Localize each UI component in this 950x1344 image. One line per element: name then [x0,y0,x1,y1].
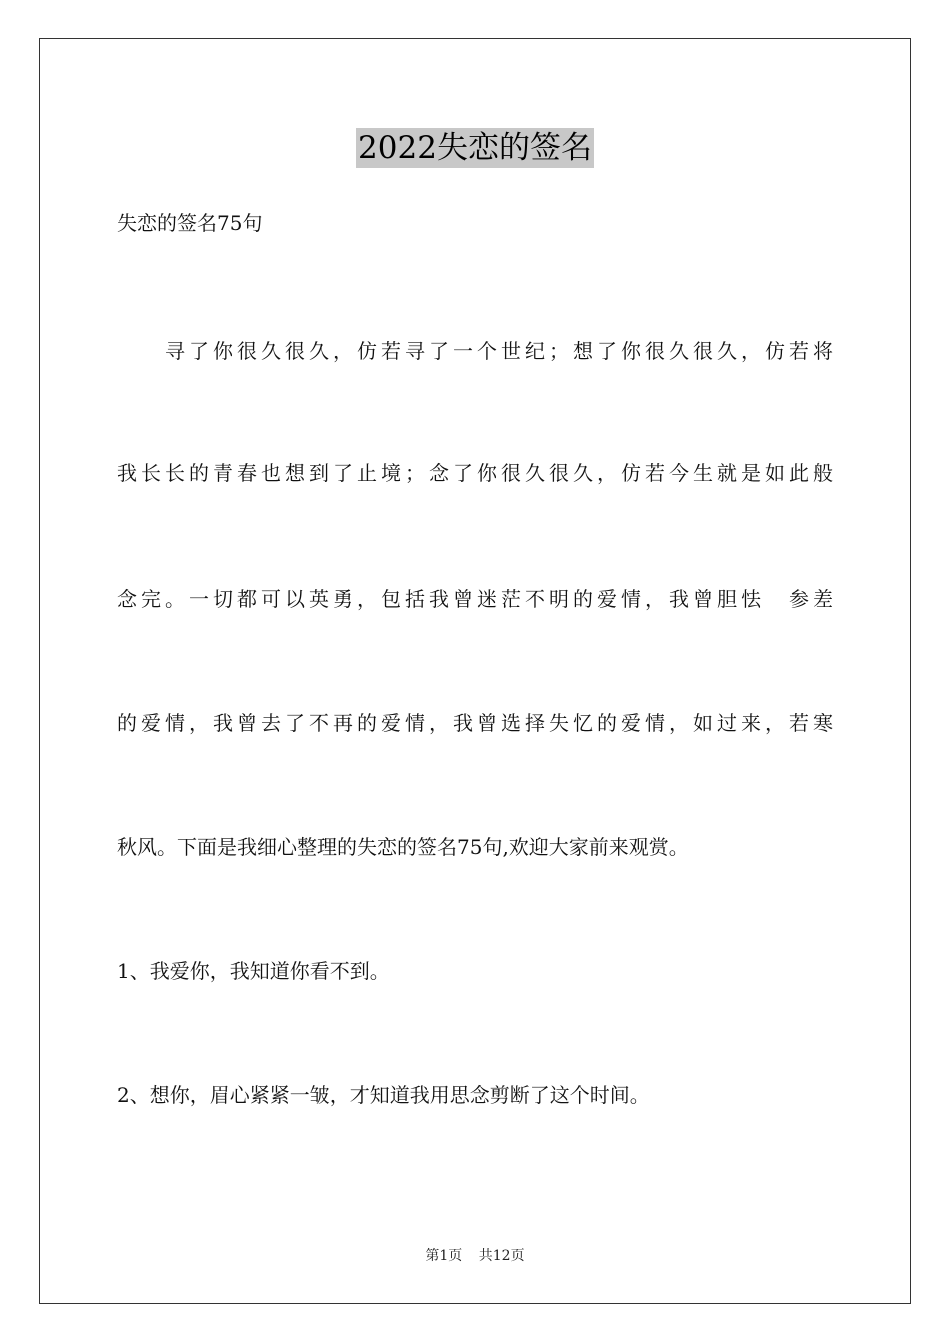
document-title: 2022失恋的签名 [358,130,592,166]
document-subtitle: 失恋的签名75句 [117,211,263,235]
intro-paragraph-line: 寻了你很久很久，仿若寻了一个世纪；想了你很久很久，仿若将 [165,339,833,363]
list-item: 1、我爱你，我知道你看不到。 [117,959,390,983]
list-item: 2、想你，眉心紧紧一皱，才知道我用思念剪断了这个时间。 [117,1083,650,1107]
title-container [0,128,950,168]
intro-paragraph-line: 我长长的青春也想到了止境；念了你很久很久，仿若今生就是如此般 [117,461,833,485]
intro-paragraph-line: 的爱情，我曾去了不再的爱情，我曾选择失忆的爱情，如过来，若寒 [117,711,833,735]
page-footer [0,1246,950,1266]
page-total: 共12页 [478,1248,525,1264]
intro-paragraph-line: 秋风。下面是我细心整理的失恋的签名75句,欢迎大家前来观赏。 [117,835,689,859]
page-number: 第1页 [425,1248,463,1264]
intro-paragraph-line: 念完。一切都可以英勇，包括我曾迷茫不明的爱情，我曾胆怯 参差 [117,587,833,611]
